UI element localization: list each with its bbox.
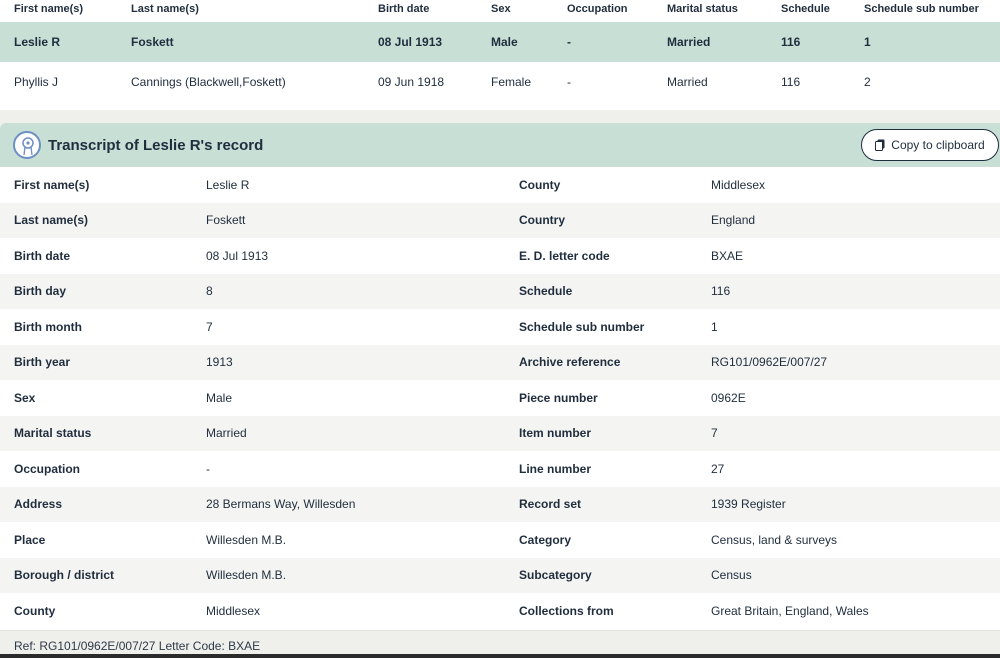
field-label: Subcategory [519, 568, 592, 583]
column-header-schedule-sub-number[interactable]: Schedule sub number [864, 3, 979, 15]
field-label: Schedule [519, 284, 573, 299]
transcript-row [0, 274, 1000, 310]
field-value: RG101/0962E/007/27 [711, 355, 828, 370]
table-cell: - [567, 75, 571, 89]
field-value: 1913 [206, 355, 233, 370]
person-record-icon [13, 131, 41, 159]
field-label: Occupation [14, 461, 81, 476]
table-cell: 09 Jun 1918 [378, 75, 445, 89]
field-label: Item number [519, 426, 592, 441]
field-label: Category [519, 532, 572, 547]
transcript-row [0, 522, 1000, 558]
field-value: 08 Jul 1913 [206, 248, 269, 263]
field-label: County [519, 177, 561, 192]
field-label: Schedule sub number [519, 319, 645, 334]
table-cell: Female [491, 75, 532, 89]
field-value: BXAE [711, 248, 744, 263]
column-header-occupation[interactable]: Occupation [567, 3, 628, 15]
field-value: Leslie R [206, 177, 250, 192]
field-label: County [14, 603, 56, 618]
column-header-schedule[interactable]: Schedule [781, 3, 830, 15]
field-value: 7 [206, 319, 213, 334]
field-label: E. D. letter code [519, 248, 610, 263]
field-label: Piece number [519, 390, 598, 405]
table-cell: - [567, 35, 571, 49]
table-cell: 116 [781, 75, 801, 89]
field-label: Archive reference [519, 355, 621, 370]
table-cell: Foskett [131, 35, 174, 49]
transcript-row [0, 309, 1000, 345]
field-label: Borough / district [14, 568, 114, 583]
field-value: 8 [206, 284, 213, 299]
copy-button-label: Copy to clipboard [891, 138, 985, 152]
transcript-panel [0, 123, 1000, 658]
transcript-fields [0, 167, 1000, 629]
transcript-row [0, 416, 1000, 452]
transcript-row [0, 558, 1000, 594]
column-header-sex[interactable]: Sex [491, 3, 511, 15]
field-label: Address [14, 497, 63, 512]
field-value: 1939 Register [711, 497, 786, 512]
household-row-selected[interactable] [0, 22, 1000, 62]
record-reference: Ref: RG101/0962E/007/27 Letter Code: BXAE [14, 639, 261, 653]
transcript-row [0, 487, 1000, 523]
table-cell: 08 Jul 1913 [378, 35, 443, 49]
field-value: Middlesex [711, 177, 766, 192]
field-value: Male [206, 390, 233, 405]
field-value: 0962E [711, 390, 746, 405]
transcript-header [0, 123, 1000, 167]
transcript-title: Transcript of Leslie R's record [48, 136, 264, 154]
table-cell: Cannings (Blackwell,Foskett) [131, 75, 286, 89]
field-label: Line number [519, 461, 592, 476]
table-cell: Married [667, 35, 711, 49]
field-label: Last name(s) [14, 213, 89, 228]
field-value: Census, land & surveys [711, 532, 838, 547]
field-value: 1 [711, 319, 718, 334]
field-label: First name(s) [14, 177, 90, 192]
field-value: Willesden M.B. [206, 568, 287, 583]
household-row[interactable] [0, 62, 1000, 102]
transcript-row [0, 238, 1000, 274]
household-table-header [0, 0, 1000, 22]
field-label: Birth year [14, 355, 71, 370]
field-value: 7 [711, 426, 718, 441]
transcript-row [0, 345, 1000, 381]
field-label: Place [14, 532, 46, 547]
transcript-row [0, 380, 1000, 416]
field-value: - [206, 461, 210, 476]
column-header-first-name[interactable]: First name(s) [14, 3, 84, 15]
field-value: England [711, 213, 756, 228]
transcript-row [0, 593, 1000, 629]
table-cell: Phyllis J [14, 75, 59, 89]
field-label: Country [519, 213, 565, 228]
field-label: Birth day [14, 284, 67, 299]
column-header-birth-date[interactable]: Birth date [378, 3, 430, 15]
field-value: Great Britain, England, Wales [711, 603, 869, 618]
table-cell: 116 [781, 35, 801, 49]
field-label: Sex [14, 390, 36, 405]
transcript-row [0, 451, 1000, 487]
copy-to-clipboard-button[interactable] [861, 129, 999, 161]
clipboard-icon [875, 139, 885, 151]
field-label: Birth month [14, 319, 82, 334]
column-header-marital-status[interactable]: Marital status [667, 3, 738, 15]
transcript-row [0, 203, 1000, 239]
field-label: Marital status [14, 426, 92, 441]
transcript-row [0, 167, 1000, 203]
table-cell: 1 [864, 35, 871, 49]
field-value: 27 [711, 461, 725, 476]
field-label: Record set [519, 497, 582, 512]
table-cell: Leslie R [14, 35, 61, 49]
field-value: Married [206, 426, 247, 441]
table-cell: 2 [864, 75, 871, 89]
table-cell: Married [667, 75, 708, 89]
household-table [0, 0, 1000, 110]
field-label: Collections from [519, 603, 614, 618]
field-value: Census [711, 568, 752, 583]
field-label: Birth date [14, 248, 71, 263]
table-cell: Male [491, 35, 518, 49]
field-value: Middlesex [206, 603, 261, 618]
bottom-edge [0, 654, 1000, 658]
column-header-last-name[interactable]: Last name(s) [131, 3, 199, 15]
field-value: 116 [711, 284, 731, 299]
field-value: 28 Bermans Way, Willesden [206, 497, 356, 512]
field-value: Willesden M.B. [206, 532, 287, 547]
field-value: Foskett [206, 213, 246, 228]
